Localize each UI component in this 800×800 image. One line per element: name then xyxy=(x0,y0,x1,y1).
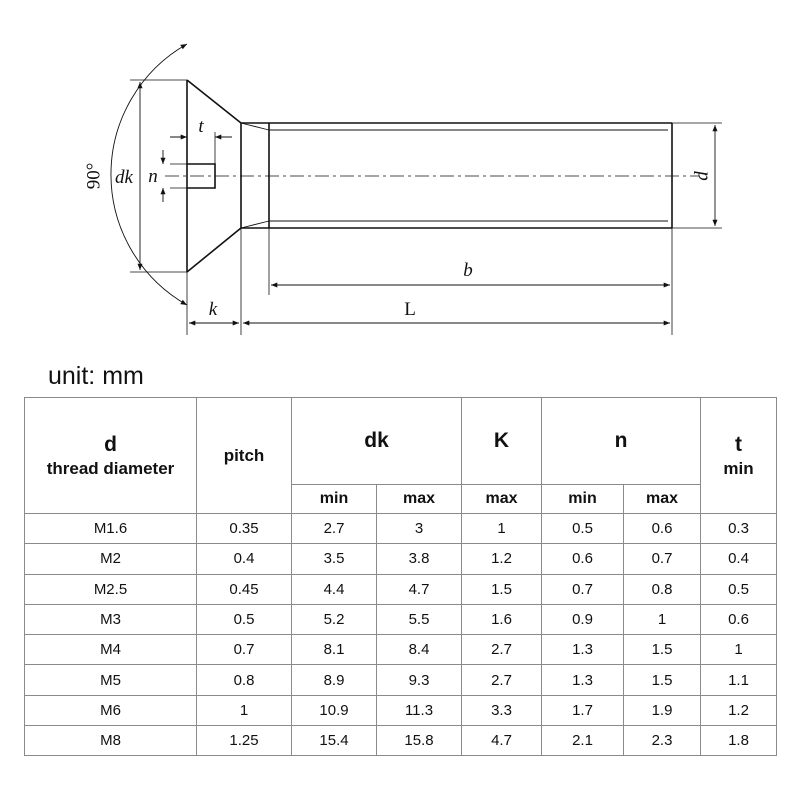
specification-table xyxy=(24,397,777,756)
cell-n-max: 1 xyxy=(624,604,701,634)
header-t-subtitle: min xyxy=(723,458,754,478)
cell-d: M3 xyxy=(25,604,197,634)
cell-pitch: 0.7 xyxy=(197,635,292,665)
cell-n-min: 2.1 xyxy=(542,726,624,756)
header-n-min: min xyxy=(542,485,624,514)
header-K: K xyxy=(462,398,542,485)
table-row xyxy=(25,514,777,544)
cell-dk-max: 15.8 xyxy=(377,726,462,756)
cell-n-max: 0.8 xyxy=(624,574,701,604)
cell-n-max: 0.7 xyxy=(624,544,701,574)
header-t xyxy=(701,398,777,514)
cell-dk-max: 5.5 xyxy=(377,604,462,634)
cell-t-min: 1.2 xyxy=(701,695,777,725)
cell-dk-max: 8.4 xyxy=(377,635,462,665)
cell-pitch: 0.5 xyxy=(197,604,292,634)
cell-K-max: 4.7 xyxy=(462,726,542,756)
cell-t-min: 0.5 xyxy=(701,574,777,604)
cell-pitch: 0.4 xyxy=(197,544,292,574)
header-n-max: max xyxy=(624,485,701,514)
cell-n-max: 1.5 xyxy=(624,635,701,665)
cell-n-min: 0.6 xyxy=(542,544,624,574)
cell-n-min: 0.5 xyxy=(542,514,624,544)
table-row xyxy=(25,695,777,725)
header-pitch: pitch xyxy=(197,398,292,514)
cell-n-max: 1.5 xyxy=(624,665,701,695)
table-row xyxy=(25,544,777,574)
cell-dk-max: 4.7 xyxy=(377,574,462,604)
cell-pitch: 0.45 xyxy=(197,574,292,604)
cell-dk-min: 8.9 xyxy=(292,665,377,695)
table-row xyxy=(25,726,777,756)
cell-n-max: 1.9 xyxy=(624,695,701,725)
cell-t-min: 1.1 xyxy=(701,665,777,695)
cell-d: M8 xyxy=(25,726,197,756)
table-row xyxy=(25,635,777,665)
cell-pitch: 1 xyxy=(197,695,292,725)
cell-K-max: 1.5 xyxy=(462,574,542,604)
cell-K-max: 3.3 xyxy=(462,695,542,725)
cell-K-max: 1 xyxy=(462,514,542,544)
cell-pitch: 1.25 xyxy=(197,726,292,756)
table-row xyxy=(25,665,777,695)
cell-dk-max: 9.3 xyxy=(377,665,462,695)
cell-d: M6 xyxy=(25,695,197,725)
cell-n-min: 1.3 xyxy=(542,635,624,665)
cell-d: M2.5 xyxy=(25,574,197,604)
cell-dk-max: 3.8 xyxy=(377,544,462,574)
cell-pitch: 0.8 xyxy=(197,665,292,695)
cell-dk-max: 11.3 xyxy=(377,695,462,725)
dk-label: dk xyxy=(115,167,133,188)
n-label: n xyxy=(148,166,158,187)
d-label: d xyxy=(691,171,713,181)
cell-dk-min: 4.4 xyxy=(292,574,377,604)
cell-dk-min: 2.7 xyxy=(292,514,377,544)
cell-K-max: 1.6 xyxy=(462,604,542,634)
cell-K-max: 2.7 xyxy=(462,635,542,665)
header-dk-max: max xyxy=(377,485,462,514)
cell-n-min: 0.9 xyxy=(542,604,624,634)
cell-d: M5 xyxy=(25,665,197,695)
table-row xyxy=(25,604,777,634)
cell-dk-max: 3 xyxy=(377,514,462,544)
cell-d: M2 xyxy=(25,544,197,574)
screw-dimension-drawing xyxy=(0,0,800,345)
table-row xyxy=(25,574,777,604)
b-label: b xyxy=(463,260,473,281)
header-dk-min: min xyxy=(292,485,377,514)
header-d-title: d xyxy=(104,432,117,456)
angle-label: 90° xyxy=(83,162,105,190)
header-d xyxy=(25,398,197,514)
cell-n-max: 2.3 xyxy=(624,726,701,756)
cell-dk-min: 5.2 xyxy=(292,604,377,634)
cell-t-min: 0.4 xyxy=(701,544,777,574)
cell-d: M1.6 xyxy=(25,514,197,544)
cell-K-max: 1.2 xyxy=(462,544,542,574)
header-d-subtitle: thread diameter xyxy=(46,458,175,478)
cell-d: M4 xyxy=(25,635,197,665)
cell-n-min: 1.7 xyxy=(542,695,624,725)
cell-n-min: 0.7 xyxy=(542,574,624,604)
cell-n-max: 0.6 xyxy=(624,514,701,544)
cell-t-min: 1.8 xyxy=(701,726,777,756)
unit-label: unit: mm xyxy=(48,362,144,390)
cell-dk-min: 15.4 xyxy=(292,726,377,756)
header-dk: dk xyxy=(292,398,462,485)
L-label: L xyxy=(404,299,416,320)
cell-pitch: 0.35 xyxy=(197,514,292,544)
k-label: k xyxy=(208,299,218,320)
screw-shank xyxy=(241,123,672,228)
cell-dk-min: 3.5 xyxy=(292,544,377,574)
header-K-max: max xyxy=(462,485,542,514)
extension-lines xyxy=(130,80,722,335)
cell-t-min: 1 xyxy=(701,635,777,665)
t-label: t xyxy=(198,116,204,137)
cell-t-min: 0.6 xyxy=(701,604,777,634)
cell-n-min: 1.3 xyxy=(542,665,624,695)
cell-K-max: 2.7 xyxy=(462,665,542,695)
header-n: n xyxy=(542,398,701,485)
cell-dk-min: 8.1 xyxy=(292,635,377,665)
header-t-title: t xyxy=(735,432,743,456)
cell-t-min: 0.3 xyxy=(701,514,777,544)
cell-dk-min: 10.9 xyxy=(292,695,377,725)
